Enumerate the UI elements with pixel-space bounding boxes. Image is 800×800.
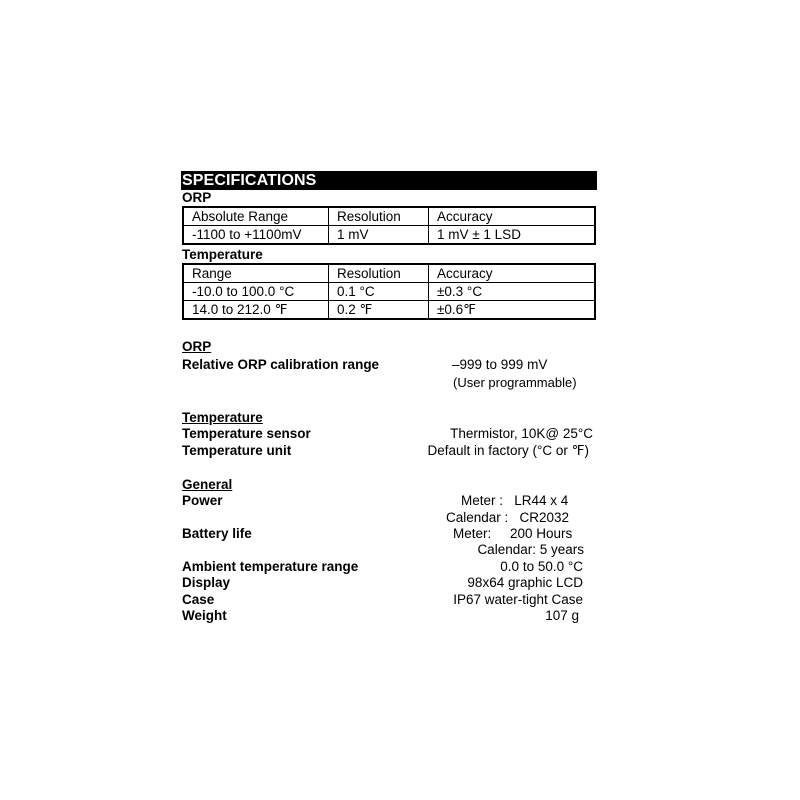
table-header-cell: Resolution	[329, 207, 429, 226]
power-calendar-value: Calendar : CR2032	[446, 510, 570, 525]
case-label: Case	[182, 592, 215, 607]
weight-value: 107 g	[545, 608, 579, 623]
temperature-spec-table	[182, 263, 596, 320]
temperature-sensor-label: Temperature sensor	[182, 426, 311, 441]
display-label: Display	[182, 575, 231, 590]
ambient-temperature-label: Ambient temperature range	[182, 559, 359, 574]
table-cell: 0.2 ℉	[329, 301, 429, 320]
temperature-sensor-value: Thermistor, 10K@ 25°C	[450, 426, 593, 441]
battery-life-label: Battery life	[182, 526, 252, 541]
table-header-row	[183, 264, 595, 283]
table-row	[183, 283, 595, 301]
ambient-temperature-value: 0.0 to 50.0 °C	[500, 559, 583, 574]
temperature-section-heading: Temperature	[182, 410, 263, 425]
table-row	[183, 301, 595, 320]
display-value: 98x64 graphic LCD	[467, 575, 583, 590]
temperature-table-title: Temperature	[182, 247, 263, 262]
table-row	[183, 226, 595, 245]
table-cell: 14.0 to 212.0 ℉	[183, 301, 329, 320]
temperature-unit-value: Default in factory (°C or ℉)	[427, 443, 589, 458]
specifications-title: SPECIFICATIONS	[181, 171, 597, 190]
table-header-cell: Absolute Range	[183, 207, 329, 226]
temperature-unit-label: Temperature unit	[182, 443, 292, 458]
table-cell: 1 mV	[329, 226, 429, 245]
orp-table-title: ORP	[182, 190, 212, 205]
table-header-cell: Accuracy	[429, 264, 596, 283]
table-cell: ±0.6℉	[429, 301, 596, 320]
case-value: IP67 water-tight Case	[453, 592, 583, 607]
table-header-cell: Range	[183, 264, 329, 283]
table-cell: 0.1 °C	[329, 283, 429, 301]
orp-spec-table	[182, 206, 596, 245]
table-header-cell: Accuracy	[429, 207, 596, 226]
power-label: Power	[182, 493, 223, 508]
table-cell: -1100 to +1100mV	[183, 226, 329, 245]
orp-section-heading: ORP	[182, 339, 212, 354]
table-header-cell: Resolution	[329, 264, 429, 283]
weight-label: Weight	[182, 608, 227, 623]
orp-calibration-label: Relative ORP calibration range	[182, 357, 380, 372]
orp-calibration-value: –999 to 999 mV	[452, 357, 548, 372]
orp-calibration-note: (User programmable)	[453, 375, 577, 390]
general-section-heading: General	[182, 477, 233, 492]
power-meter-value: Meter : LR44 x 4	[461, 493, 569, 508]
table-cell: -10.0 to 100.0 °C	[183, 283, 329, 301]
table-header-row	[183, 207, 595, 226]
table-cell: ±0.3 °C	[429, 283, 596, 301]
battery-meter-value: Meter: 200 Hours	[453, 526, 573, 541]
table-cell: 1 mV ± 1 LSD	[429, 226, 596, 245]
battery-calendar-value: Calendar: 5 years	[477, 542, 584, 557]
